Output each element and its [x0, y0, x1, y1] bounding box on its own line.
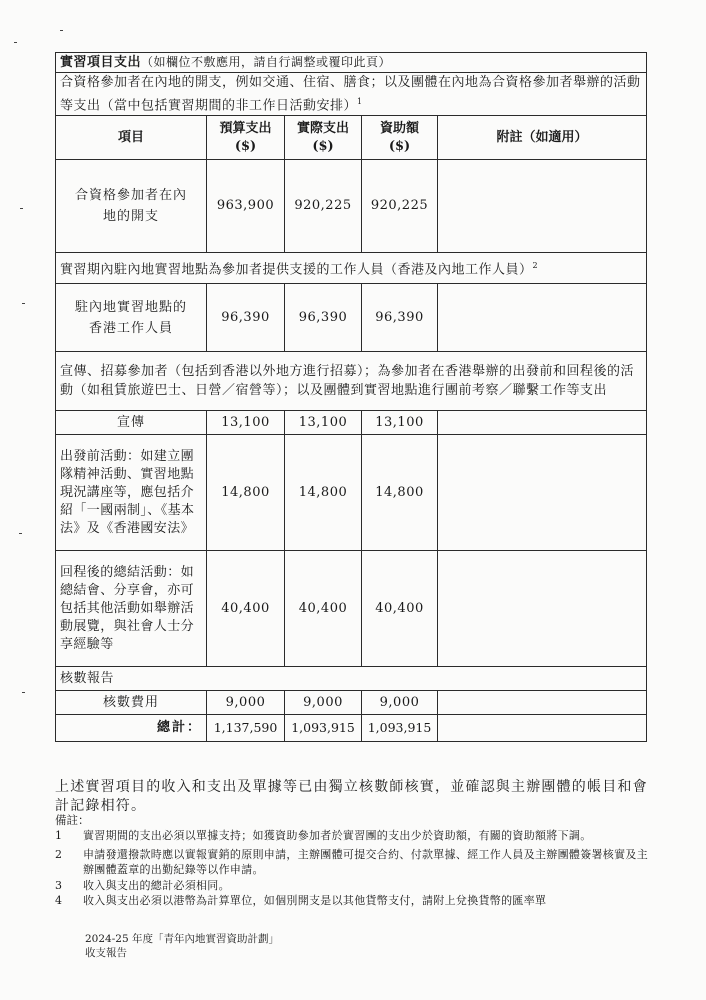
col-header-remarks [438, 116, 647, 160]
remarks-cell [438, 411, 647, 435]
total-grant-value: 1,093,915 [362, 715, 438, 742]
total-budget-value: 1,137,590 [207, 715, 285, 742]
actual-value: 920,225 [285, 160, 362, 253]
col-header-grant-label: 資助額 [379, 120, 419, 136]
remarks-cell [438, 435, 647, 551]
section-row [56, 253, 647, 284]
table-row [56, 284, 647, 352]
grant-value: 14,800 [362, 435, 438, 551]
section-cell [56, 667, 647, 691]
table-row [56, 691, 647, 715]
section-cell [56, 253, 647, 284]
row-label: 合資格參加者在內地的開支 [56, 160, 207, 253]
note-text: 收入與支出必須以港幣為計算單位，如個別開支是以其他貨幣支付，請附上兌換貨幣的匯率單 [83, 894, 547, 907]
grant-value: 96,390 [362, 284, 438, 352]
remarks-cell [438, 691, 647, 715]
budget-value: 9,000 [207, 691, 285, 715]
remarks-cell [438, 551, 647, 667]
total-remarks-cell [438, 715, 647, 742]
scan-mark [60, 30, 63, 31]
col-header-actual-label: 實際支出 [296, 120, 349, 136]
actual-value: 9,000 [285, 691, 362, 715]
budget-value: 13,100 [207, 411, 285, 435]
budget-value: 963,900 [207, 160, 285, 253]
scan-mark [22, 303, 25, 304]
col-header-actual [285, 116, 362, 160]
section-text: 宣傳、招募參加者（包括到香港以外地方進行招募）；為參加者在香港舉辦的出發前和回程後的活動（如租賃旅遊巴士、日營／宿營等）；以及團體到實習地點進行團前考察／聯繫工作等支出 [60, 364, 635, 399]
section-cell [56, 73, 647, 116]
table-row [56, 160, 647, 253]
footer-scheme-title: 2024-25 年度「青年內地實習資助計劃」 [85, 933, 279, 945]
table-row [56, 411, 647, 435]
expenditure-table [55, 52, 647, 742]
actual-value: 14,800 [285, 435, 362, 551]
note-number: 3 [55, 878, 62, 892]
row-label: 回程後的總結活動：如總結會、分享會，亦可包括其他活動如舉辦活動展覽，與社會人士分享經驗等 [56, 551, 207, 667]
footer [85, 932, 685, 960]
table-row [56, 551, 647, 667]
row-label: 出發前活動：如建立團隊精神活動、實習地點現況講座等，應包括介紹「一國兩制」、《基本法》及《香港國安法》 [56, 435, 207, 551]
note-text: 申請發還撥款時應以實報實銷的原則申請，主辦團體可提交合約、付款單據、經工作人員及主辦團體簽署核實及主辦團體蓋章的出勤紀錄等以作申請。 [83, 847, 648, 876]
actual-value: 96,390 [285, 284, 362, 352]
note-item [55, 828, 655, 844]
section-text: 合資格參加者在內地的開支，例如交通、住宿、膳食；以及團體在內地為合資格參加者舉辦的活動等支出（當中包括實習期間的非工作日活動安排） [60, 75, 641, 114]
scan-mark [14, 42, 17, 43]
total-row [56, 715, 647, 742]
total-label: 總計： [56, 715, 207, 742]
section-title: 實習項目支出 [60, 55, 142, 70]
scan-mark [19, 533, 22, 534]
scan-mark [20, 208, 23, 209]
note-number: 2 [55, 847, 62, 861]
scan-mark [22, 692, 25, 693]
col-header-budget [207, 116, 285, 160]
grant-value: 13,100 [362, 411, 438, 435]
section-row [56, 667, 647, 691]
notes-title: 備註： [55, 813, 90, 827]
section-title-cell [56, 53, 647, 73]
footnote-ref: 2 [532, 261, 539, 271]
col-header-item-label: 項目 [117, 129, 144, 145]
section-title-row [56, 53, 647, 73]
grant-value: 920,225 [362, 160, 438, 253]
row-label: 駐內地實習地點的香港工作人員 [56, 284, 207, 352]
footer-report-title: 收支報告 [85, 947, 127, 959]
grant-value: 9,000 [362, 691, 438, 715]
note-number: 4 [55, 894, 62, 907]
note-item [55, 893, 655, 909]
table-row [56, 435, 647, 551]
grant-value: 40,400 [362, 551, 438, 667]
note-number: 1 [55, 829, 62, 842]
note-item [55, 878, 655, 894]
col-header-grant [362, 116, 438, 160]
remarks-cell [438, 284, 647, 352]
auditor-declaration: 上述實習項目的收入和支出及單據等已由獨立核數師核實，並確認與主辦團體的帳目和會計記錄相符。 [55, 779, 648, 814]
section-row [56, 73, 647, 116]
section-text: 核數報告 [60, 670, 115, 686]
footnote-ref: 1 [357, 97, 363, 106]
actual-value: 13,100 [285, 411, 362, 435]
section-note: （如欄位不敷應用，請自行調整或覆印此頁） [141, 55, 392, 69]
col-header-remarks-label: 附註（如適用） [496, 129, 588, 145]
section-text: 實習期內駐內地實習地點為參加者提供支援的工作人員（香港及內地工作人員） [60, 262, 533, 278]
section-row [56, 352, 647, 411]
actual-value: 40,400 [285, 551, 362, 667]
notes-list [55, 828, 655, 909]
total-actual-value: 1,093,915 [285, 715, 362, 742]
budget-value: 96,390 [207, 284, 285, 352]
section-cell [56, 352, 647, 411]
column-header-row [56, 116, 647, 160]
col-header-grant-unit: ($) [388, 138, 411, 154]
note-text: 實習期間的支出必須以單據支持；如獲資助參加者於實習團的支出少於資助額，有關的資助額將下調。 [83, 829, 592, 842]
row-label: 核數費用 [56, 691, 207, 715]
col-header-actual-unit: ($) [312, 138, 334, 154]
budget-value: 40,400 [207, 551, 285, 667]
note-item [55, 847, 655, 878]
col-header-budget-label: 預算支出 [219, 120, 272, 136]
row-label: 宣傳 [56, 411, 207, 435]
note-text: 收入與支出的總計必須相同。 [83, 878, 230, 892]
col-header-budget-unit: ($) [234, 138, 257, 154]
remarks-cell [438, 160, 647, 253]
col-header-item [56, 116, 207, 160]
budget-value: 14,800 [207, 435, 285, 551]
